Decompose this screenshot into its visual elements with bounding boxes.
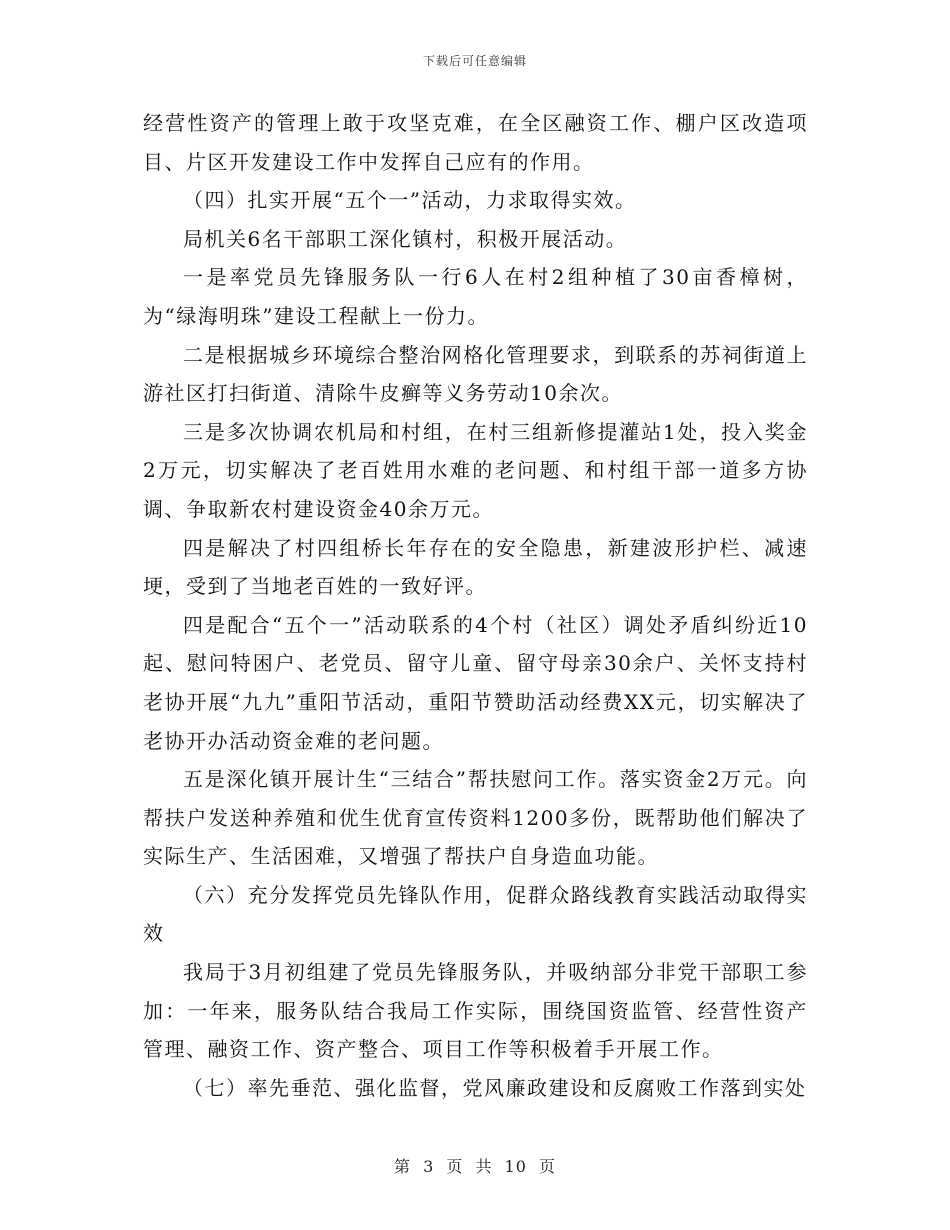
paragraph: 四是配合“五个一”活动联系的4个村（社区）调处矛盾纠纷近10起、慰问特困户、老党员、留守儿童、留守母亲30余户、关怀支持村老协开展“九九”重阳节活动，重阳节赞助活动经费XX元，切实解决了老协开办活动资金难的老问题。 <box>143 612 808 753</box>
paragraph: 我局于3月初组建了党员先锋服务队，并吸纳部分非党干部职工参加：一年来，服务队结合我局工作实际，围绕国资监管、经营性资产管理、融资工作、资产整合、项目工作等积极着手开展工作。 <box>143 960 808 1062</box>
paragraph: 三是多次协调农机局和村组，在村三组新修提灌站1处，投入奖金2万元，切实解决了老百姓用水难的老问题、和村组干部一道多方协调、争取新农村建设资金40余万元。 <box>143 419 808 521</box>
section-heading-6: （六）充分发挥党员先锋队作用，促群众路线教育实践活动取得实效 <box>143 882 808 946</box>
paragraph: 五是深化镇开展计生“三结合”帮扶慰问工作。落实资金2万元。向帮扶户发送种养殖和优生优育宣传资料1200多份，既帮助他们解决了实际生产、生活困难，又增强了帮扶户自身造血功能。 <box>143 767 808 869</box>
paragraph: 四是解决了村四组桥长年存在的安全隐患，新建波形护栏、减速埂，受到了当地老百姓的一致好评。 <box>143 535 808 599</box>
page-header-note: 下载后可任意编辑 <box>422 54 527 68</box>
section-heading-4: （四）扎实开展“五个一”活动，力求取得实效。 <box>183 188 637 213</box>
document-body <box>143 104 808 1107</box>
section-heading-7: （七）率先垂范、强化监督，党风廉政建设和反腐败工作落到实处 <box>183 1075 807 1100</box>
page-number-footer: 第 3 页 共 10 页 <box>394 1157 556 1176</box>
paragraph: 一是率党员先锋服务队一行6人在村2组种植了30亩香樟树，为“绿海明珠”建设工程献上一份力。 <box>143 265 808 328</box>
paragraph: 二是根据城乡环境综合整治网格化管理要求，到联系的苏祠街道上游社区打扫街道、清除牛皮癣等义务劳动10余次。 <box>143 342 808 406</box>
paragraph: 局机关6名干部职工深化镇村，积极开展活动。 <box>183 226 628 251</box>
paragraph-continuation: 经营性资产的管理上敢于攻坚克难，在全区融资工作、棚户区改造项目、片区开发建设工作中发挥自己应有的作用。 <box>143 111 808 174</box>
